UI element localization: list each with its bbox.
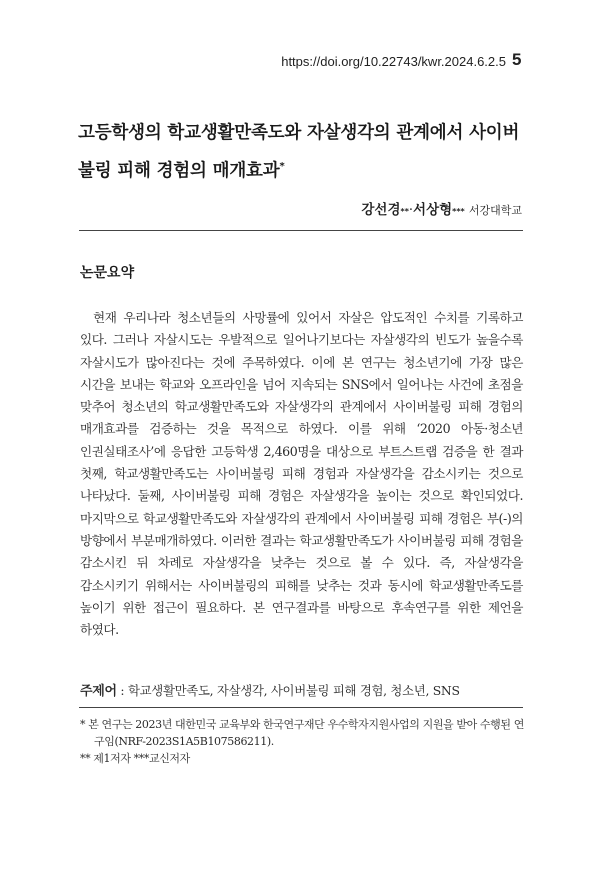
- top-divider: [79, 230, 523, 231]
- doi-link[interactable]: https://doi.org/10.22743/kwr.2024.6.2.5: [281, 54, 506, 69]
- paper-title: [78, 116, 528, 188]
- footnote-funding: * 본 연구는 2023년 대한민국 교육부와 한국연구재단 우수학자지원사업의 지원을 받아 수행된 연구임(NRF-2023S1A5B107586211).: [80, 718, 524, 748]
- keywords-separator: :: [116, 683, 128, 698]
- keywords-label: 주제어: [80, 684, 117, 699]
- author-separator: ·: [408, 203, 414, 218]
- abstract-body: 현재 우리나라 청소년들의 사망률에 있어서 자살은 압도적인 수치를 기록하고 있다. 그러나 자살시도는 우발적으로 일어나기보다는 자살생각의 빈도가 높을수록 자살시도가 많아진다는 것에 주목하였다. 이에 본 연구는 청소년기에 가장 많은 시간을 보내는 학교와 오프라인을 넘어 지속되는 SNS에서 일어나는 사건에 초점을 맞추어 청소년의 학교생활만족도와 자살생각의 관계에서 사이버불링 피해 경험의 매개효과를 검증하는 것을 목적으로 하였다. 이를 위해 ‘2020 아동·청소년 인권실태조사’에 응답한 고등학생 2,460명을 대상으로 부트스트랩 검증을 한 결과 첫째, 학교생활만족도는 사이버불링 피해 경험과 자살생각을 감소시키는 것으로 나타났다. 둘째, 사이버불링 피해 경험은 자살생각을 높이는 것으로 확인되었다. 마지막으로 학교생활만족도와 자살생각의 관계에서 사이버불링 피해 경험은 부(-)의 방향에서 부분매개하였다. 이러한 결과는 학교생활만족도가 사이버불링 피해 경험을 감소시킨 뒤 차례로 자살생각을 낮추는 것으로 볼 수 있다. 즉, 자살생각을 감소시키기 위해서는 사이버불링의 피해를 낮추는 것과 동시에 학교생활만족도를 높이기 위한 접근이 필요하다. 본 연구결과를 바탕으로 후속연구를 위한 제언을 하였다.: [80, 310, 523, 638]
- author-name-1: 강선경: [361, 202, 401, 218]
- footnote-divider: [79, 707, 523, 708]
- keywords-line: [80, 680, 525, 699]
- keywords-text: 학교생활만족도, 자살생각, 사이버불링 피해 경험, 청소년, SNS: [127, 683, 460, 698]
- page-number: 5: [512, 50, 522, 69]
- author-line: [0, 198, 522, 218]
- footnotes: [80, 716, 524, 767]
- paper-title-text: 고등학생의 학교생활만족도와 자살생각의 관계에서 사이버불링 피해 경험의 매개효과: [78, 123, 520, 181]
- author-name-2: 서상형: [413, 202, 453, 218]
- footnote-roles: ** 제1저자 ***교신저자: [80, 752, 190, 765]
- title-footnote-mark: *: [279, 161, 285, 172]
- author-mark-1: **: [400, 207, 409, 216]
- author-affiliation: 서강대학교: [468, 204, 522, 217]
- abstract-heading: 논문요약: [80, 265, 135, 281]
- author-mark-2: ***: [452, 207, 465, 216]
